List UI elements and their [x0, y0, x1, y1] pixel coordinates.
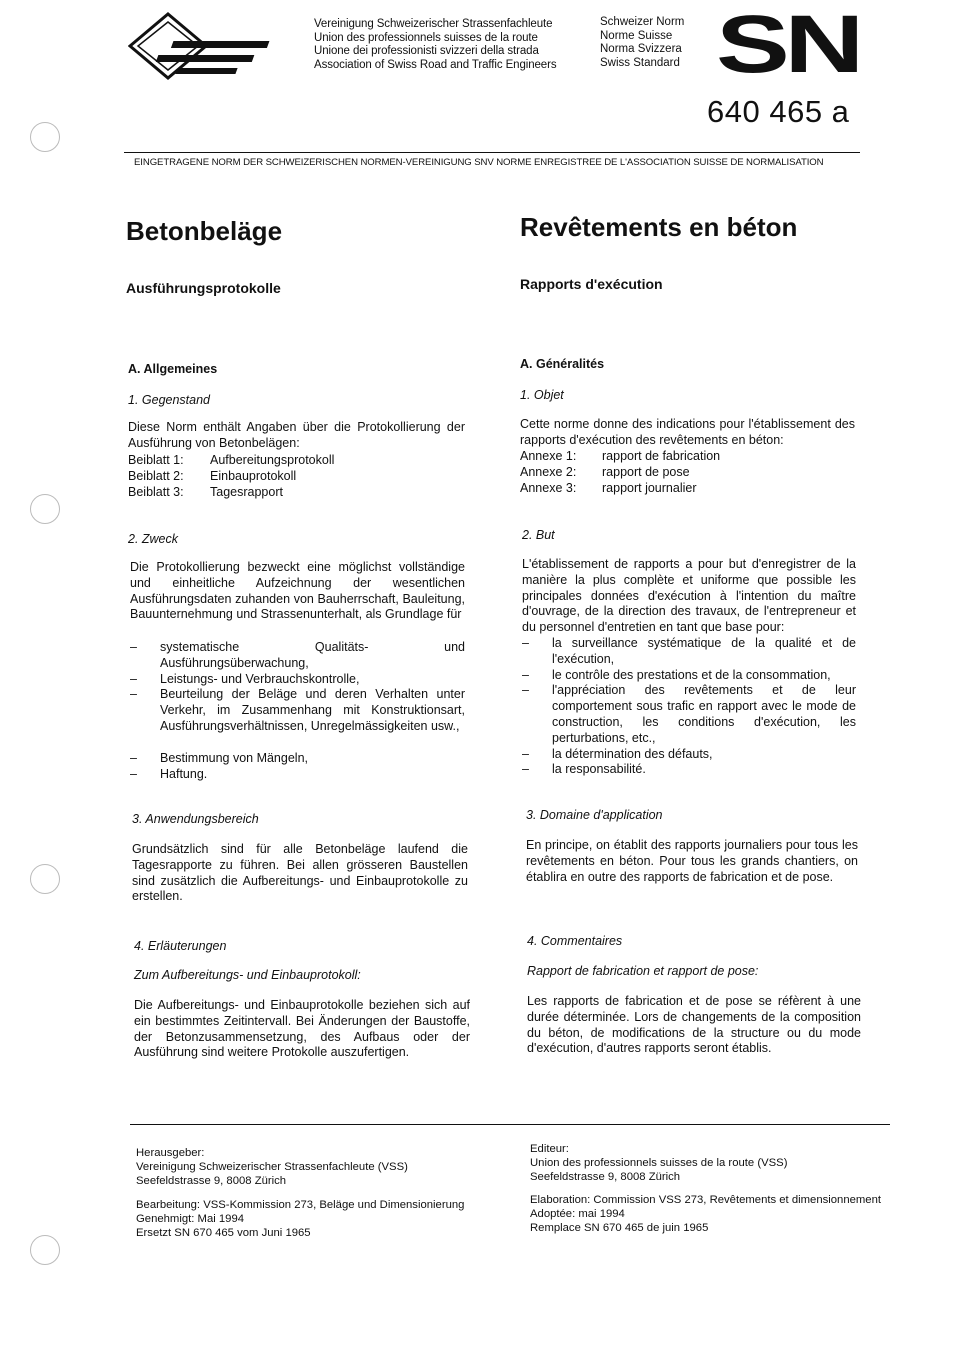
- list-item: – la responsabilité.: [522, 762, 856, 778]
- paragraph-but: L'établissement de rapports a pour but d'enregistrer de la manière la plus complète et uniforme que possible les principales données d'exécution à l'intention du maître d'ouvrage, de la direction des travaux, de l'entrepreneur et du personnel d'entretien en tant que base pour:: [522, 557, 856, 635]
- paragraph-anwendungsbereich: Grundsätzlich sind für alle Betonbeläge laufend die Tagesrapporte zu führen. Bei allen grösseren Baustellen sind zusätzlich die Aufbereitungs- und Einbauprotokolle zu erstellen.: [132, 842, 468, 904]
- annex-key: Beiblatt 3:: [128, 484, 184, 499]
- annex-key: Beiblatt 1:: [128, 453, 184, 467]
- annex-row: [520, 465, 720, 481]
- vss-logo: [128, 12, 284, 80]
- punch-hole: [30, 864, 60, 894]
- annex-value: Tagesrapport: [210, 484, 283, 499]
- list-item: – Haftung.: [130, 767, 465, 783]
- footer-line: Editeur:: [530, 1143, 569, 1155]
- footer-line: Remplace SN 670 465 de juin 1965: [530, 1222, 709, 1234]
- heading-anwendungsbereich: 3. Anwendungsbereich: [132, 812, 259, 826]
- sn-logo: SN: [716, 0, 859, 90]
- org-line: Unione dei professionisti svizzeri della strada: [314, 45, 539, 58]
- section-a-de: A. Allgemeines: [128, 362, 218, 376]
- footer-rule: [130, 1124, 890, 1125]
- list-item: – Beurteilung der Beläge und deren Verhalten unter Verkehr, im Zusammenhang mit Konstruktionsart, Ausführungsverhältnissen, Unregelmässigkeiten usw.,: [130, 687, 465, 734]
- annex-key: Beiblatt 2:: [128, 468, 184, 483]
- paragraph-commentaires: Les rapports de fabrication et de pose se réfèrent à une durée déterminée. Lors de changements de la composition du béton, de modifications de la structure ou du mode d'exécution, d'autres rapports seront établis.: [527, 994, 861, 1056]
- heading-domaine: 3. Domaine d'application: [526, 808, 663, 822]
- paragraph-gegenstand: Diese Norm enthält Angaben über die Protokollierung der Ausführung von Betonbelägen:: [128, 420, 465, 450]
- list-item: – le contrôle des prestations et de la consommation,: [522, 668, 856, 684]
- annex-value: rapport de pose: [602, 464, 690, 479]
- subtitle-fr: Rapports d'exécution: [520, 276, 663, 292]
- annex-list-fr: [520, 449, 720, 496]
- standard-line: Norme Suisse: [600, 29, 673, 42]
- list-item: – l'appréciation des revêtements et de leur comportement sous trafic en rapport avec le mode de construction, les conditions d'exécution, les perturbations, etc.,: [522, 683, 856, 746]
- list-item: – systematische Qualitäts- und Ausführungsüberwachung,: [130, 640, 465, 672]
- heading-but: 2. But: [522, 528, 555, 542]
- paragraph-domaine: En principe, on établit des rapports journaliers pour tous les revêtements en béton. Pour tous les grands chantiers, on établira en outre des rapports de fabrication et de pose.: [526, 838, 858, 884]
- registration-line: EINGETRAGENE NORM DER SCHWEIZERISCHEN NORMEN-VEREINIGUNG SNV NORME ENREGISTREE DE L'ASSOCIATION SUISSE DE NORMALISATION: [134, 157, 824, 168]
- header-rule: [124, 152, 860, 153]
- details-fr: [530, 1193, 881, 1235]
- subheading-rapport-fr: Rapport de fabrication et rapport de pose:: [527, 964, 759, 978]
- heading-gegenstand: 1. Gegenstand: [128, 393, 211, 407]
- section-a-fr: A. Généralités: [520, 357, 605, 371]
- purpose-list-fr: [522, 636, 856, 778]
- standard-line: Schweizer Norm: [600, 16, 685, 28]
- footer-line: Vereinigung Schweizerischer Strassenfachleute (VSS): [136, 1161, 408, 1173]
- list-item: – Leistungs- und Verbrauchskontrolle,: [130, 672, 465, 688]
- details-de: [136, 1198, 464, 1240]
- organization-names: [314, 18, 556, 72]
- annex-list-de: [128, 453, 334, 500]
- title-fr: Revêtements en béton: [520, 212, 798, 242]
- paragraph-objet: Cette norme donne des indications pour l'établissement des rapports d'exécution des revêtements en béton:: [520, 417, 855, 447]
- paragraph-erlaeuterungen: Die Aufbereitungs- und Einbauprotokolle beziehen sich auf ein bestimmtes Zeitintervall. Bei Änderungen der Baustoffe, der Betonzusammensetzung, des Aufbaus oder der Ausführung sind weitere Protokolle auszufertigen.: [134, 998, 470, 1060]
- list-item: – Bestimmung von Mängeln,: [130, 751, 465, 767]
- annex-value: Einbauprotokoll: [210, 468, 297, 483]
- annex-value: rapport de fabrication: [602, 449, 721, 463]
- title-de: Betonbeläge: [126, 216, 283, 246]
- punch-hole: [30, 494, 60, 524]
- footer-line: Seefeldstrasse 9, 8008 Zürich: [136, 1175, 287, 1187]
- annex-key: Annexe 3:: [520, 480, 577, 495]
- heading-zweck: 2. Zweck: [128, 532, 179, 546]
- standard-line: Swiss Standard: [600, 56, 680, 69]
- org-line: Association of Swiss Road and Traffic Engineers: [314, 58, 557, 71]
- list-item: – la surveillance systématique de la qualité et de l'exécution,: [522, 636, 856, 668]
- annex-row: [128, 453, 334, 469]
- annex-row: [128, 469, 334, 485]
- footer-line: Union des professionnels suisses de la route (VSS): [530, 1157, 788, 1169]
- norm-number: 640 465 a: [707, 94, 850, 129]
- annex-row: [520, 449, 720, 465]
- org-line: Vereinigung Schweizerischer Strassenfachleute: [314, 18, 553, 30]
- punch-hole: [30, 122, 60, 152]
- footer-line: Adoptée: mai 1994: [530, 1208, 625, 1220]
- footer-line: Herausgeber:: [136, 1147, 205, 1159]
- annex-row: [128, 485, 334, 501]
- subheading-protokoll-de: Zum Aufbereitungs- und Einbauprotokoll:: [134, 968, 361, 982]
- annex-value: Aufbereitungsprotokoll: [210, 453, 335, 467]
- paragraph-zweck: Die Protokollierung bezweckt eine möglichst vollständige und einheitliche Aufzeichnung der wesentlichen Ausführungsdaten zuhanden von Bauherrschaft, Bauleitung, Bauunternehmung und Strassenunterhalt, als Grundlage für: [130, 560, 465, 622]
- annex-key: Annexe 2:: [520, 464, 577, 479]
- purpose-list-de: [130, 640, 465, 782]
- heading-commentaires: 4. Commentaires: [527, 934, 623, 948]
- punch-hole: [30, 1235, 60, 1265]
- annex-row: [520, 481, 720, 497]
- publisher-de: [136, 1146, 408, 1188]
- footer-line: Genehmigt: Mai 1994: [136, 1213, 245, 1225]
- list-item: – la détermination des défauts,: [522, 747, 856, 763]
- footer-line: Bearbeitung: VSS-Kommission 273, Beläge und Dimensionierung: [136, 1199, 465, 1211]
- publisher-fr: [530, 1142, 787, 1184]
- footer-line: Ersetzt SN 670 465 vom Juni 1965: [136, 1227, 311, 1239]
- annex-value: rapport journalier: [602, 480, 697, 495]
- footer-line: Elaboration: Commission VSS 273, Revêtements et dimensionnement: [530, 1194, 882, 1206]
- heading-erlaeuterungen: 4. Erläuterungen: [134, 939, 227, 953]
- standard-line: Norma Svizzera: [600, 43, 682, 56]
- standard-names: [600, 16, 684, 70]
- heading-objet: 1. Objet: [520, 388, 564, 402]
- subtitle-de: Ausführungsprotokolle: [126, 280, 281, 296]
- annex-key: Annexe 1:: [520, 449, 577, 463]
- footer-line: Seefeldstrasse 9, 8008 Zürich: [530, 1171, 681, 1183]
- org-line: Union des professionnels suisses de la route: [314, 31, 538, 44]
